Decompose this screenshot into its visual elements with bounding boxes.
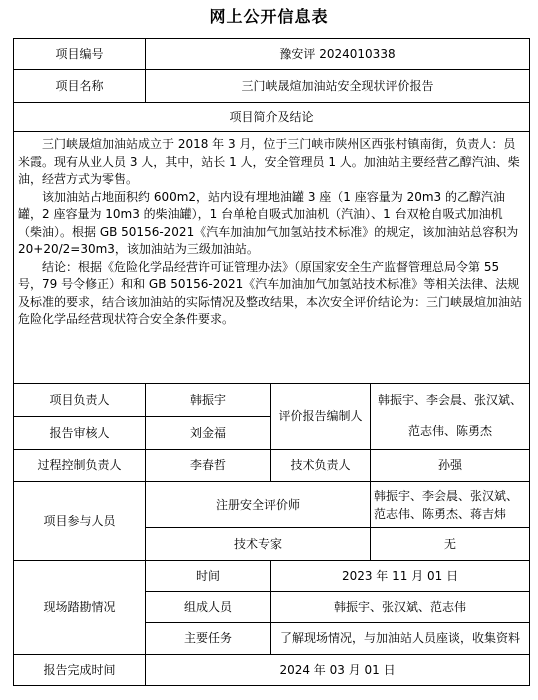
summary-body <box>14 132 530 384</box>
survey-members-value: 韩振宇、张汉斌、范志伟 <box>271 591 530 622</box>
project-leader-label: 项目负责人 <box>14 383 146 416</box>
row-summary-heading <box>14 102 530 131</box>
row-process <box>14 449 530 481</box>
row-project-no <box>14 39 530 70</box>
participants-label: 项目参与人员 <box>14 482 146 560</box>
site-survey-label: 现场踏勘情况 <box>14 560 146 654</box>
expert-value: 无 <box>371 528 530 560</box>
row-summary-body <box>14 132 530 384</box>
survey-time-label: 时间 <box>146 560 271 591</box>
project-leader-value: 韩振宇 <box>146 383 271 416</box>
summary-heading: 项目简介及结论 <box>14 102 530 131</box>
assessor-label: 注册安全评价师 <box>146 482 371 528</box>
report-editors-value <box>371 383 530 449</box>
project-name-label: 项目名称 <box>14 70 146 102</box>
info-table <box>13 38 530 686</box>
survey-time-value: 2023 年 11 月 01 日 <box>271 560 530 591</box>
summary-paragraph-3: 结论：根据《危险化学品经营许可证管理办法》（原国家安全生产监督管理总局令第 55 号，79 号令修正）和和 GB 50156-2021《汽车加油加气加氢站技术标准》等相关法律、法规及标准的要求，结合该加油站的实际情况及整改结果，本次安全评价结论为：三门峡晟煊加油站危险化学品经营现状符合安全条件要求。 <box>18 259 523 326</box>
row-survey-time <box>14 560 530 591</box>
project-no-value: 豫安评 2024010338 <box>146 39 530 70</box>
tech-leader-label: 技术负责人 <box>271 449 371 481</box>
process-controller-value: 李春哲 <box>146 449 271 481</box>
completion-value: 2024 年 03 月 01 日 <box>146 654 530 685</box>
assessor-value: 韩振宇、李会晨、张汉斌、范志伟、陈勇杰、蒋吉炜 <box>371 482 530 528</box>
row-participants-assessor <box>14 482 530 528</box>
summary-paragraph-1: 三门峡晟煊加油站成立于 2018 年 3 月，位于三门峡市陕州区西张村镇南街，负责人：员米霞。现有从业人员 3 人，其中，站长 1 人，安全管理员 1 人。加油站主要经营乙醇汽油、柴油，经营方式为零售。 <box>18 137 520 186</box>
row-leader <box>14 383 530 416</box>
report-editors-line-2: 范志伟、陈勇杰 <box>408 424 493 439</box>
survey-task-label: 主要任务 <box>146 623 271 654</box>
project-name-value: 三门峡晟煊加油站安全现状评价报告 <box>146 70 530 102</box>
completion-label: 报告完成时间 <box>14 654 146 685</box>
survey-members-label: 组成人员 <box>146 591 271 622</box>
tech-leader-value: 孙强 <box>371 449 530 481</box>
report-editors-label: 评价报告编制人 <box>271 383 371 449</box>
row-completion <box>14 654 530 685</box>
report-reviewer-label: 报告审核人 <box>14 416 146 449</box>
expert-label: 技术专家 <box>146 528 371 560</box>
page-title: 网上公开信息表 <box>209 7 329 26</box>
process-controller-label: 过程控制负责人 <box>14 449 146 481</box>
row-project-name <box>14 70 530 102</box>
report-editors-line-1: 韩振宇、李会晨、张汉斌、 <box>378 393 523 408</box>
summary-paragraph-2: 该加油站占地面积约 600m2，站内设有埋地油罐 3 座（1 座容量为 20m3 的乙醇汽油罐，2 座容量为 10m3 的柴油罐），1 台单枪自吸式加油机（汽油）、1 台双枪自吸式加油机（柴油）。根据 GB 50156-2021《汽车加油加气加氢站技术标准》的规定，该加油站总容积为 20+20/2=30m3，该加油站为三级加油站。 <box>18 189 519 256</box>
survey-task-value: 了解现场情况，与加油站人员座谈，收集资料 <box>271 623 530 654</box>
project-no-label: 项目编号 <box>14 39 146 70</box>
report-reviewer-value: 刘金福 <box>146 416 271 449</box>
